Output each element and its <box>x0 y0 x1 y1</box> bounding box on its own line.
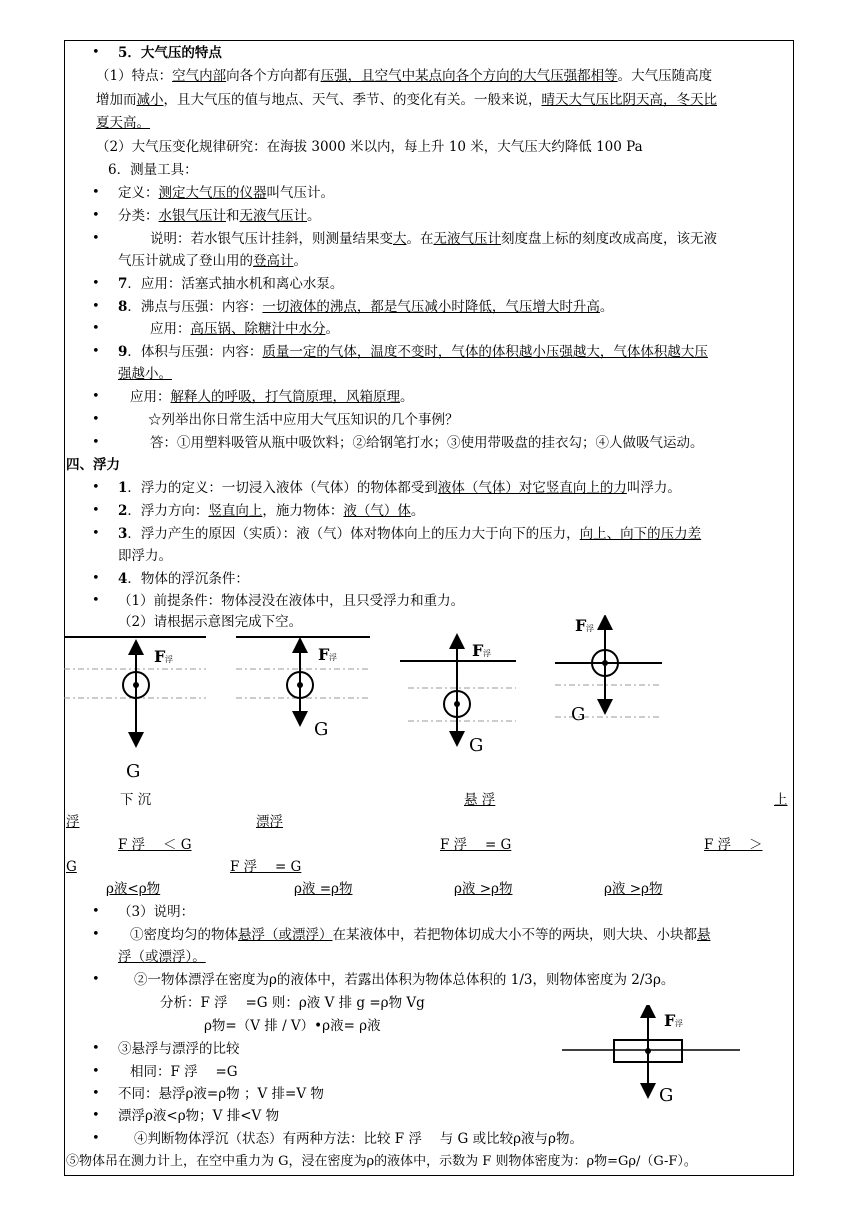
para-5-1-line1: （1）特点：空气内部向各个方向都有压强，且空气中某点向各个方向的大气压强都相等。大气压随高度 <box>96 68 713 84</box>
note-5: ⑤物体吊在测力计上，在空中重力为 G，浸在密度为ρ的液体中，示数为 F 则物体密度为：ρ物=Gρ/（G-F）。 <box>66 1154 697 1169</box>
note-2-result: ρ物=（V 排 / V）•ρ液= ρ液 <box>204 1018 381 1034</box>
buoy-3-line2: 即浮力。 <box>118 548 172 564</box>
state-suspend-force: F 浮 = G <box>440 837 512 853</box>
buoy-4-2: （2）请根据示意图完成下空。 <box>118 614 303 630</box>
svg-text:F: F <box>154 647 166 666</box>
bullet-icon: • <box>92 321 100 336</box>
question: ☆列举出你日常生活中应用大气压知识的几个事例？ <box>148 412 459 428</box>
item-note-line1: 说明：若水银气压计挂斜，则测量结果变大。在无液气压计刻度盘上标的刻度改成高度，该无液 <box>150 231 717 247</box>
item-9-line2: 强越小。 <box>118 366 172 382</box>
note-1-line1: ①密度均匀的物体悬浮（或漂浮）在某液体中，若把物体切成大小不等的两块，则大块、小块都悬 <box>130 927 711 943</box>
diagram-floating <box>555 616 662 725</box>
para-5-1-line2: 增加而减小，且大气压的值与地点、天气、季节、的变化有关。一般来说，晴天大气压比阴天高，冬天比 <box>96 92 717 108</box>
heading-6: 6．测量工具： <box>108 162 198 178</box>
bullet-icon: • <box>92 299 100 314</box>
bullet-icon: • <box>92 1041 100 1056</box>
svg-text:F: F <box>318 645 330 664</box>
note-3-same: 相同：F 浮 =G <box>130 1064 238 1080</box>
state-sink-force: F 浮 ＜ G <box>118 837 192 853</box>
buoy-3-line1: 3．浮力产生的原因（实质）：液（气）体对物体向上的压力大于向下的压力，向上、向下的压力差 <box>118 526 702 542</box>
note-3-diff: 不同：悬浮ρ液=ρ物 ；V 排=V 物 <box>118 1086 324 1102</box>
bullet-icon: • <box>92 927 100 942</box>
bullet-icon: • <box>92 185 100 200</box>
answer: 答：①用塑料吸管从瓶中吸饮料；②给钢笔打水；③使用带吸盘的挂衣勾；④人做吸气运动。 <box>150 435 704 451</box>
item-8: 8．沸点与压强：内容：一切液体的沸点，都是气压减小时降低，气压增大时升高。 <box>118 299 614 315</box>
svg-text:G: G <box>126 761 141 782</box>
svg-text:浮: 浮 <box>165 655 173 664</box>
notes-heading: （3）说明： <box>118 904 195 920</box>
bullet-icon: • <box>92 389 100 404</box>
state-sink-label: 下 沉 <box>120 792 152 808</box>
bullet-icon: • <box>92 972 100 987</box>
state-float-force: F 浮 = G <box>230 859 302 875</box>
floating-box-diagram <box>560 1005 750 1105</box>
svg-text:F: F <box>664 1011 676 1030</box>
svg-text:F: F <box>575 616 587 635</box>
item-classification: 分类：水银气压计和无液气压计。 <box>118 208 321 224</box>
note-1-line2: 浮（或漂浮）。 <box>118 949 206 965</box>
svg-text:G: G <box>571 704 586 725</box>
item-9-application: 应用：解释人的呼吸，打气筒原理，风箱原理。 <box>130 389 414 405</box>
bullet-icon: • <box>92 208 100 223</box>
bullet-icon: • <box>92 276 100 291</box>
bullet-icon: • <box>92 1108 100 1123</box>
state-rise-label-2: 浮 <box>66 814 80 830</box>
bullet-icon: • <box>92 45 100 60</box>
note-2-analysis: 分析：F 浮 =G 则：ρ液 V 排 g =ρ物 Vg <box>160 995 425 1011</box>
state-float-label: 漂浮 <box>256 814 283 830</box>
state-float-density: ρ液 >ρ物 <box>604 881 663 897</box>
note-3: ③悬浮与漂浮的比较 <box>118 1041 240 1057</box>
section-buoyancy-heading: 四、浮力 <box>66 457 120 473</box>
bullet-icon: • <box>92 344 100 359</box>
state-suspend-density: ρ液 =ρ物 <box>294 881 353 897</box>
buoy-4-1: （1）前提条件：物体浸没在液体中，且只受浮力和重力。 <box>118 593 465 609</box>
bullet-icon: • <box>92 593 100 608</box>
heading-5: 5．大气压的特点 <box>118 45 222 61</box>
item-9-line1: 9．体积与压强：内容：质量一定的气体，温度不变时，气体的体积越小压强越大，气体体积越大压 <box>118 344 708 360</box>
svg-text:F: F <box>472 641 484 660</box>
svg-text:浮: 浮 <box>675 1019 683 1028</box>
svg-text:G: G <box>659 1085 674 1105</box>
state-sink-density: ρ液<ρ物 <box>106 881 161 897</box>
diagram-rising <box>400 641 516 756</box>
svg-text:浮: 浮 <box>586 624 594 633</box>
svg-text:浮: 浮 <box>483 649 491 658</box>
bullet-icon: • <box>92 1064 100 1079</box>
bullet-icon: • <box>92 435 100 450</box>
svg-text:G: G <box>469 735 484 756</box>
note-4: ④判断物体浮沉（状态）有两种方法：比较 F 浮 与 G 或比较ρ液与ρ物。 <box>134 1131 583 1147</box>
state-rise-label: 上 <box>774 792 788 808</box>
bullet-icon: • <box>92 1086 100 1101</box>
buoy-1: 1．浮力的定义：一切浸入液体（气体）的物体都受到液体（气体）对它竖直向上的力叫浮力。 <box>118 480 681 496</box>
buoy-2: 2．浮力方向：竖直向上，施力物体：液（气）体。 <box>118 503 425 519</box>
bullet-icon: • <box>92 571 100 586</box>
bullet-icon: • <box>92 412 100 427</box>
state-rise-force: F 浮 ＞ <box>704 837 763 853</box>
buoyancy-diagrams <box>64 615 704 785</box>
svg-text:浮: 浮 <box>329 653 337 662</box>
state-rise-density: ρ液 >ρ物 <box>454 881 513 897</box>
bullet-icon: • <box>92 480 100 495</box>
buoy-4: 4．物体的浮沉条件： <box>118 571 249 587</box>
bullet-icon: • <box>92 231 100 246</box>
item-8-application: 应用：高压锅、除糖汁中水分。 <box>150 321 339 337</box>
bullet-icon: • <box>92 526 100 541</box>
para-5-1-line3: 夏天高。 <box>96 115 150 131</box>
bullet-icon: • <box>92 503 100 518</box>
para-5-2: （2）大气压变化规律研究：在海拔 3000 米以内，每上升 10 米，大气压大约降低 100 Pa <box>96 139 643 155</box>
item-definition: 定义：测定大气压的仪器叫气压计。 <box>118 185 334 201</box>
bullet-icon: • <box>92 904 100 919</box>
bullet-icon: • <box>92 1131 100 1146</box>
diagram-suspended <box>236 637 370 740</box>
note-3-float: 漂浮ρ液<ρ物；V 排<V 物 <box>118 1108 280 1124</box>
state-rise-force-2: G <box>66 859 77 875</box>
item-7: 7．应用：活塞式抽水机和离心水泵。 <box>118 276 344 292</box>
item-note-line2: 气压计就成了登山用的登高计。 <box>118 253 307 269</box>
svg-text:G: G <box>314 719 329 740</box>
state-suspend-label: 悬 浮 <box>464 792 496 808</box>
note-2: ②一物体漂浮在密度为ρ的液体中，若露出体积为物体总体积的 1/3，则物体密度为 2/3ρ。 <box>134 972 675 988</box>
diagram-sinking <box>64 637 206 782</box>
